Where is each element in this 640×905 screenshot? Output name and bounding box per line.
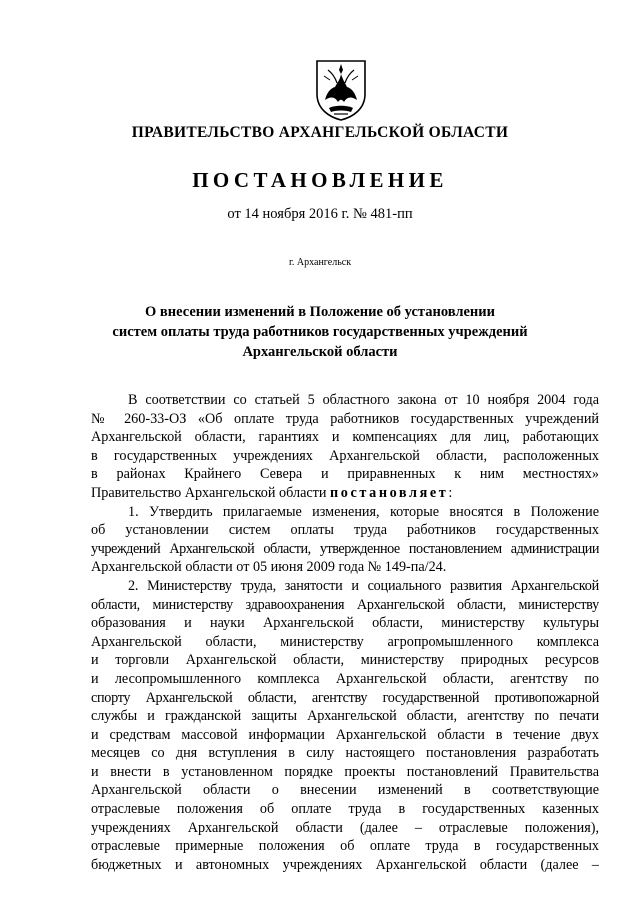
body-line: учреждениях Архангельской области (далее – отраслевые положения),: [91, 819, 599, 836]
body-line: и торговли Архангельской области, министерству природных ресурсов: [91, 652, 599, 669]
body-line: отраслевые положения об оплате труда в государственных казенных: [91, 801, 599, 818]
body-line: № 260-33-ОЗ «Об оплате труда работников государственных учреждений: [91, 410, 599, 427]
decree-suffix: :: [448, 484, 453, 501]
decree-prefix: Правительство Архангельской области: [91, 484, 331, 501]
body-line: учреждений Архангельской области, утвержденное постановлением администрации: [91, 540, 599, 557]
title-line: Архангельской области: [242, 344, 398, 360]
body-line: образования и науки Архангельской области, министерству культуры: [91, 615, 599, 632]
title-line: систем оплаты труда работников государственных учреждений: [112, 324, 528, 340]
body-line: В соответствии со статьей 5 областного закона от 10 ноября 2004 года: [128, 392, 599, 408]
body-line: Архангельской области от 05 июня 2009 года № 149-па/24.: [91, 559, 447, 576]
document-date-number: от 14 ноября 2016 г. № 481-пп: [227, 206, 413, 222]
document-type: ПОСТАНОВЛЕНИЕ: [192, 168, 448, 192]
body-line: об установлении систем оплаты труда работников государственных: [91, 522, 599, 539]
body-line: и средствам массовой информации Архангельской области в течение двух: [91, 726, 599, 743]
body-line-decree: [91, 484, 599, 503]
document-body: [91, 391, 599, 874]
body-line: Архангельской области, министерству агропромышленного комплекса: [91, 633, 599, 650]
coat-of-arms-emblem: [314, 58, 368, 122]
body-line: службы и гражданской защиты Архангельской области, агентству по печати: [91, 708, 599, 725]
body-line: 1. Утвердить прилагаемые изменения, которые вносятся в Положение: [128, 503, 599, 520]
decree-keyword: постановляет: [330, 484, 449, 501]
body-line: области, министерству здравоохранения Архангельской области, министерству: [91, 596, 599, 613]
body-line: в государственных учреждениях Архангельской области, расположенных: [91, 447, 599, 464]
body-line: месяцев со дня вступления в силу настоящего постановления разработать: [91, 745, 599, 762]
government-name: ПРАВИТЕЛЬСТВО АРХАНГЕЛЬСКОЙ ОБЛАСТИ: [131, 124, 509, 141]
document-title: [70, 302, 570, 362]
body-line: отраслевые примерные положения об оплате труда в государственных: [91, 838, 599, 855]
body-line: 2. Министерству труда, занятости и социального развития Архангельской: [128, 577, 599, 594]
title-line: О внесении изменений в Положение об установлении: [145, 304, 495, 320]
body-line: и лесопромышленного комплекса Архангельской области, агентству по: [91, 670, 599, 687]
body-line: и внести в установленном порядке проекты постановлений Правительства: [91, 763, 599, 780]
body-line: бюджетных и автономных учреждениях Архангельской области (далее –: [91, 856, 599, 873]
body-line: в районах Крайнего Севера и приравненных к ним местностях»: [91, 466, 599, 483]
body-line: Архангельской области о внесении изменений в соответствующие: [91, 782, 599, 799]
document-city: г. Архангельск: [288, 257, 352, 268]
body-line: спорту Архангельской области, агентству государственной противопожарной: [91, 689, 599, 706]
body-line: Архангельской области, гарантиях и компенсациях для лиц, работающих: [91, 429, 599, 446]
